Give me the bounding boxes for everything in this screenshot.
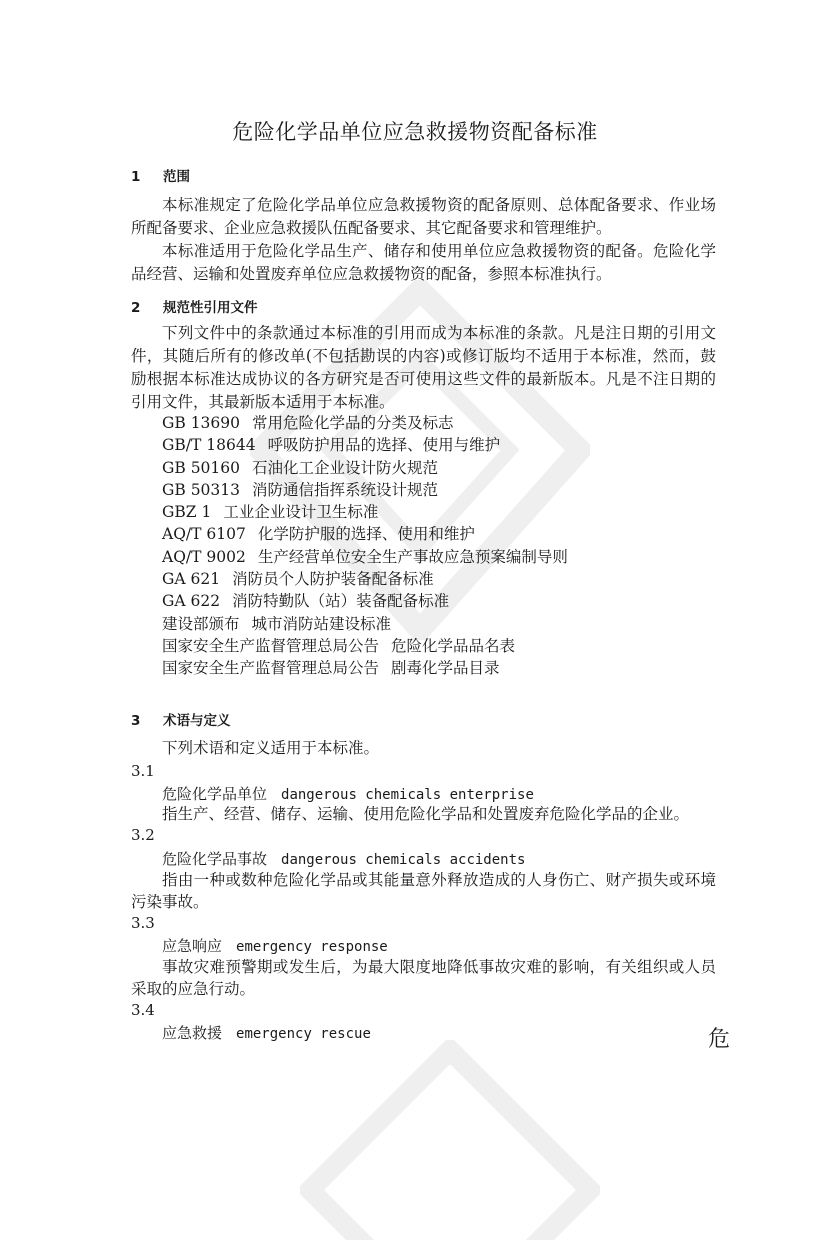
reference-name: 剧毒化学品目录 [391, 659, 500, 678]
term-entry [162, 783, 534, 804]
section-2-heading [131, 296, 258, 316]
reference-name: 消防特勤队（站）装备配备标准 [232, 592, 450, 611]
reference-code: AQ/T 9002 [162, 547, 246, 566]
margin-glyph: 危 [708, 1027, 731, 1052]
clause-number: 3.4 [131, 1001, 155, 1019]
term-entry [162, 1022, 371, 1043]
reference-item [162, 635, 568, 657]
reference-name: 危险化学品品名表 [391, 636, 516, 655]
scope-paragraph-2: 本标准适用于危险化学品生产、储存和使用单位应急救援物资的配备。危险化学品经营、运输和处置废弃单位应急救援物资的配备，参照本标准执行。 [131, 242, 716, 283]
reference-name: 城市消防站建设标准 [251, 614, 392, 633]
reference-item [162, 613, 568, 635]
reference-name: 常用危险化学品的分类及标志 [252, 414, 454, 432]
reference-item [162, 568, 568, 590]
reference-code: GB 50160 [162, 458, 241, 477]
document-title: 危险化学品单位应急救援物资配备标准 [232, 120, 598, 144]
reference-list [162, 412, 568, 680]
references-intro: 下列文件中的条款通过本标准的引用而成为本标准的条款。凡是注日期的引用文件，其随后所有的修改单(不包括勘误的内容)或修订版均不适用于本标准，然而，鼓励根据本标准达成协议的各方研究是否可使用这些文件的最新版本。凡是不注日期的引用文件，其最新版本适用于本标准。 [131, 324, 716, 411]
reference-code: GA 622 [162, 592, 221, 611]
reference-code: 国家安全生产监督管理总局公告 [162, 659, 380, 678]
watermark-logo-bottom [300, 1040, 600, 1240]
section-number: 1 [131, 169, 141, 185]
term-en: emergency rescue [236, 1026, 371, 1042]
reference-name: 呼吸防护用品的选择、使用与维护 [267, 436, 501, 455]
term-entry [162, 848, 525, 869]
reference-code: GB/T 18644 [162, 436, 256, 455]
reference-name: 消防通信指挥系统设计规范 [252, 480, 439, 499]
reference-code: GBZ 1 [162, 503, 212, 522]
reference-code: GB 13690 [162, 414, 241, 432]
section-3-heading [131, 709, 231, 729]
reference-code: 建设部颁布 [162, 614, 240, 633]
term-definition: 指生产、经营、储存、运输、使用危险化学品和处置废弃危险化学品的企业。 [162, 805, 690, 823]
scope-paragraph-1: 本标准规定了危险化学品单位应急救援物资的配备原则、总体配备要求、作业场所配备要求、企业应急救援队伍配备要求、其它配备要求和管理维护。 [131, 196, 716, 237]
reference-name: 化学防护服的选择、使用和维护 [257, 525, 475, 544]
reference-item [162, 434, 568, 456]
reference-name: 石油化工企业设计防火规范 [252, 458, 439, 477]
section-1-heading [131, 165, 190, 185]
term-zh: 应急响应 [162, 937, 223, 955]
reference-item [162, 523, 568, 545]
term-en: emergency response [236, 939, 388, 955]
term-zh: 危险化学品单位 [162, 785, 268, 803]
reference-item [162, 501, 568, 523]
reference-item [162, 590, 568, 612]
reference-item [162, 479, 568, 501]
term-en: dangerous chemicals enterprise [281, 787, 534, 803]
reference-item [162, 657, 568, 679]
reference-name: 工业企业设计卫生标准 [223, 503, 379, 522]
reference-code: AQ/T 6107 [162, 525, 246, 544]
term-definition: 指由一种或数种危险化学品或其能量意外释放造成的人身伤亡、财产损失或环境污染事故。 [131, 871, 716, 911]
reference-item [162, 412, 568, 434]
reference-name: 消防员个人防护装备配备标准 [232, 570, 434, 589]
reference-item [162, 546, 568, 568]
section-title: 规范性引用文件 [163, 300, 258, 316]
clause-number: 3.3 [131, 914, 155, 932]
term-definition: 事故灾难预警期或发生后，为最大限度地降低事故灾难的影响，有关组织或人员采取的应急行动。 [131, 958, 716, 998]
reference-name: 生产经营单位安全生产事故应急预案编制导则 [257, 547, 568, 566]
clause-number: 3.2 [131, 826, 155, 844]
reference-item [162, 457, 568, 479]
clause-number: 3.1 [131, 762, 155, 780]
terms-intro: 下列术语和定义适用于本标准。 [162, 739, 380, 757]
term-en: dangerous chemicals accidents [281, 852, 526, 868]
term-zh: 应急救援 [162, 1024, 223, 1042]
reference-code: GB 50313 [162, 480, 241, 499]
term-zh: 危险化学品事故 [162, 850, 268, 868]
term-entry [162, 935, 388, 956]
reference-code: GA 621 [162, 570, 221, 589]
reference-code: 国家安全生产监督管理总局公告 [162, 636, 380, 655]
section-number: 2 [131, 300, 141, 316]
section-number: 3 [131, 713, 141, 729]
section-title: 范围 [163, 169, 190, 185]
section-title: 术语与定义 [163, 713, 231, 729]
